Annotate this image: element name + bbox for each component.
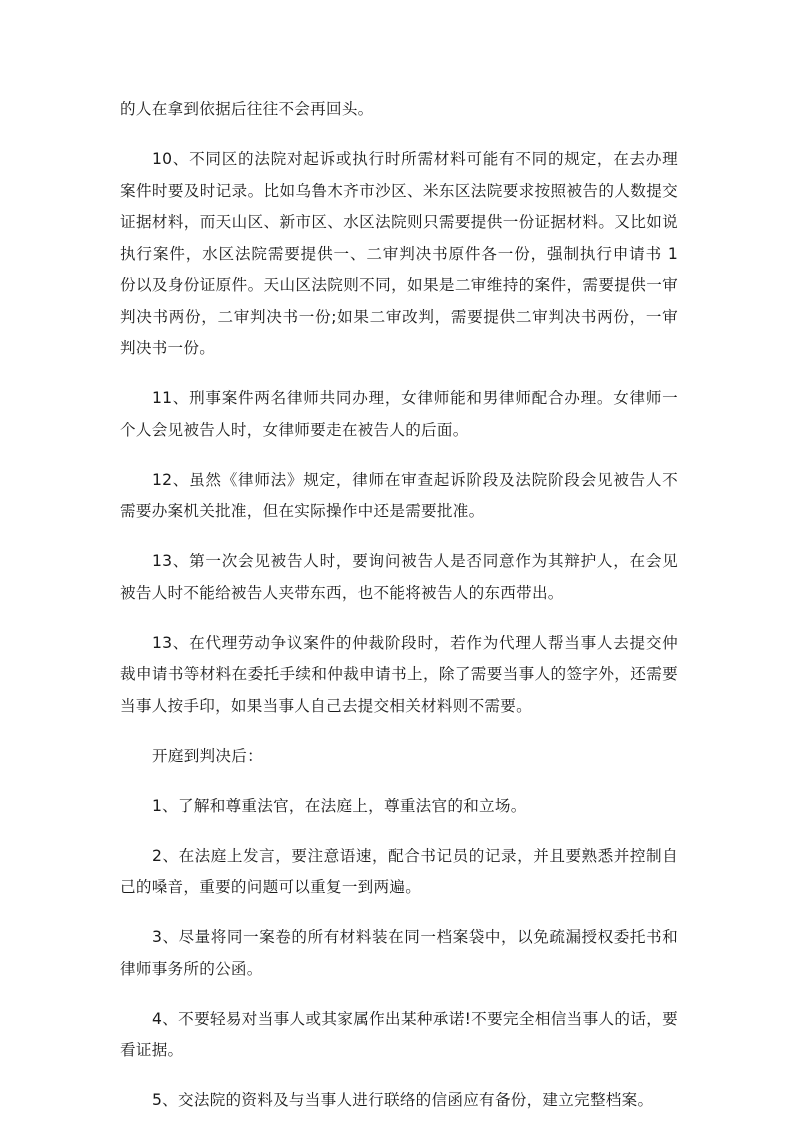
- document-body: [120, 94, 678, 1117]
- paragraph-trial-item-1: 1、了解和尊重法官，在法庭上，尊重法官的和立场。: [152, 796, 527, 815]
- paragraph-trial-item-4: 4、不要轻易对当事人或其家属作出某种承诺!不要完全相信当事人的话，要看证据。: [120, 1009, 678, 1059]
- paragraph-trial-item-3: 3、尽量将同一案卷的所有材料装在同一档案袋中，以免疏漏授权委托书和律师事务所的公函。: [120, 928, 678, 978]
- paragraph-item-10: 10、不同区的法院对起诉或执行时所需材料可能有不同的规定，在去办理案件时要及时记录。比如乌鲁木齐市沙区、米东区法院要求按照被告的人数提交证据材料，而天山区、新市区、水区法院则只需要提供一份证据材料。又比如说执行案件，水区法院需要提供一、二审判决书原件各一份，强制执行申请书 1 份以及身份证原件。天山区法院则不同，如果是二审维持的案件，需要提供一审判决书两份，二审判决书一份;如果二审改判，需要提供二审判决书两份，一审判决书一份。: [120, 150, 678, 357]
- section-heading-trial: 开庭到判决后：: [152, 746, 263, 765]
- paragraph-item-12: 12、虽然《律师法》规定，律师在审查起诉阶段及法院阶段会见被告人不需要办案机关批准，但在实际操作中还是需要批准。: [120, 470, 678, 520]
- paragraph-trial-item-2: 2、在法庭上发言，要注意语速，配合书记员的记录，并且要熟悉并控制自己的嗓音，重要的问题可以重复一到两遍。: [120, 846, 678, 896]
- paragraph-continuation: 的人在拿到依据后往往不会再回头。: [120, 100, 374, 118]
- paragraph-item-13-first: 13、第一次会见被告人时，要询问被告人是否同意作为其辩护人，在会见被告人时不能给被告人夹带东西，也不能将被告人的东西带出。: [120, 552, 678, 602]
- paragraph-trial-item-5: 5、交法院的资料及与当事人进行联络的信函应有备份，建立完整档案。: [152, 1091, 654, 1109]
- paragraph-item-13-second: 13、在代理劳动争议案件的仲裁阶段时，若作为代理人帮当事人去提交仲裁申请书等材料在委托手续和仲裁申请书上，除了需要当事人的签字外，还需要当事人按手印，如果当事人自己去提交相关材料则不需要。: [120, 633, 678, 715]
- paragraph-item-11: 11、刑事案件两名律师共同办理，女律师能和男律师配合办理。女律师一个人会见被告人时，女律师要走在被告人的后面。: [120, 389, 678, 439]
